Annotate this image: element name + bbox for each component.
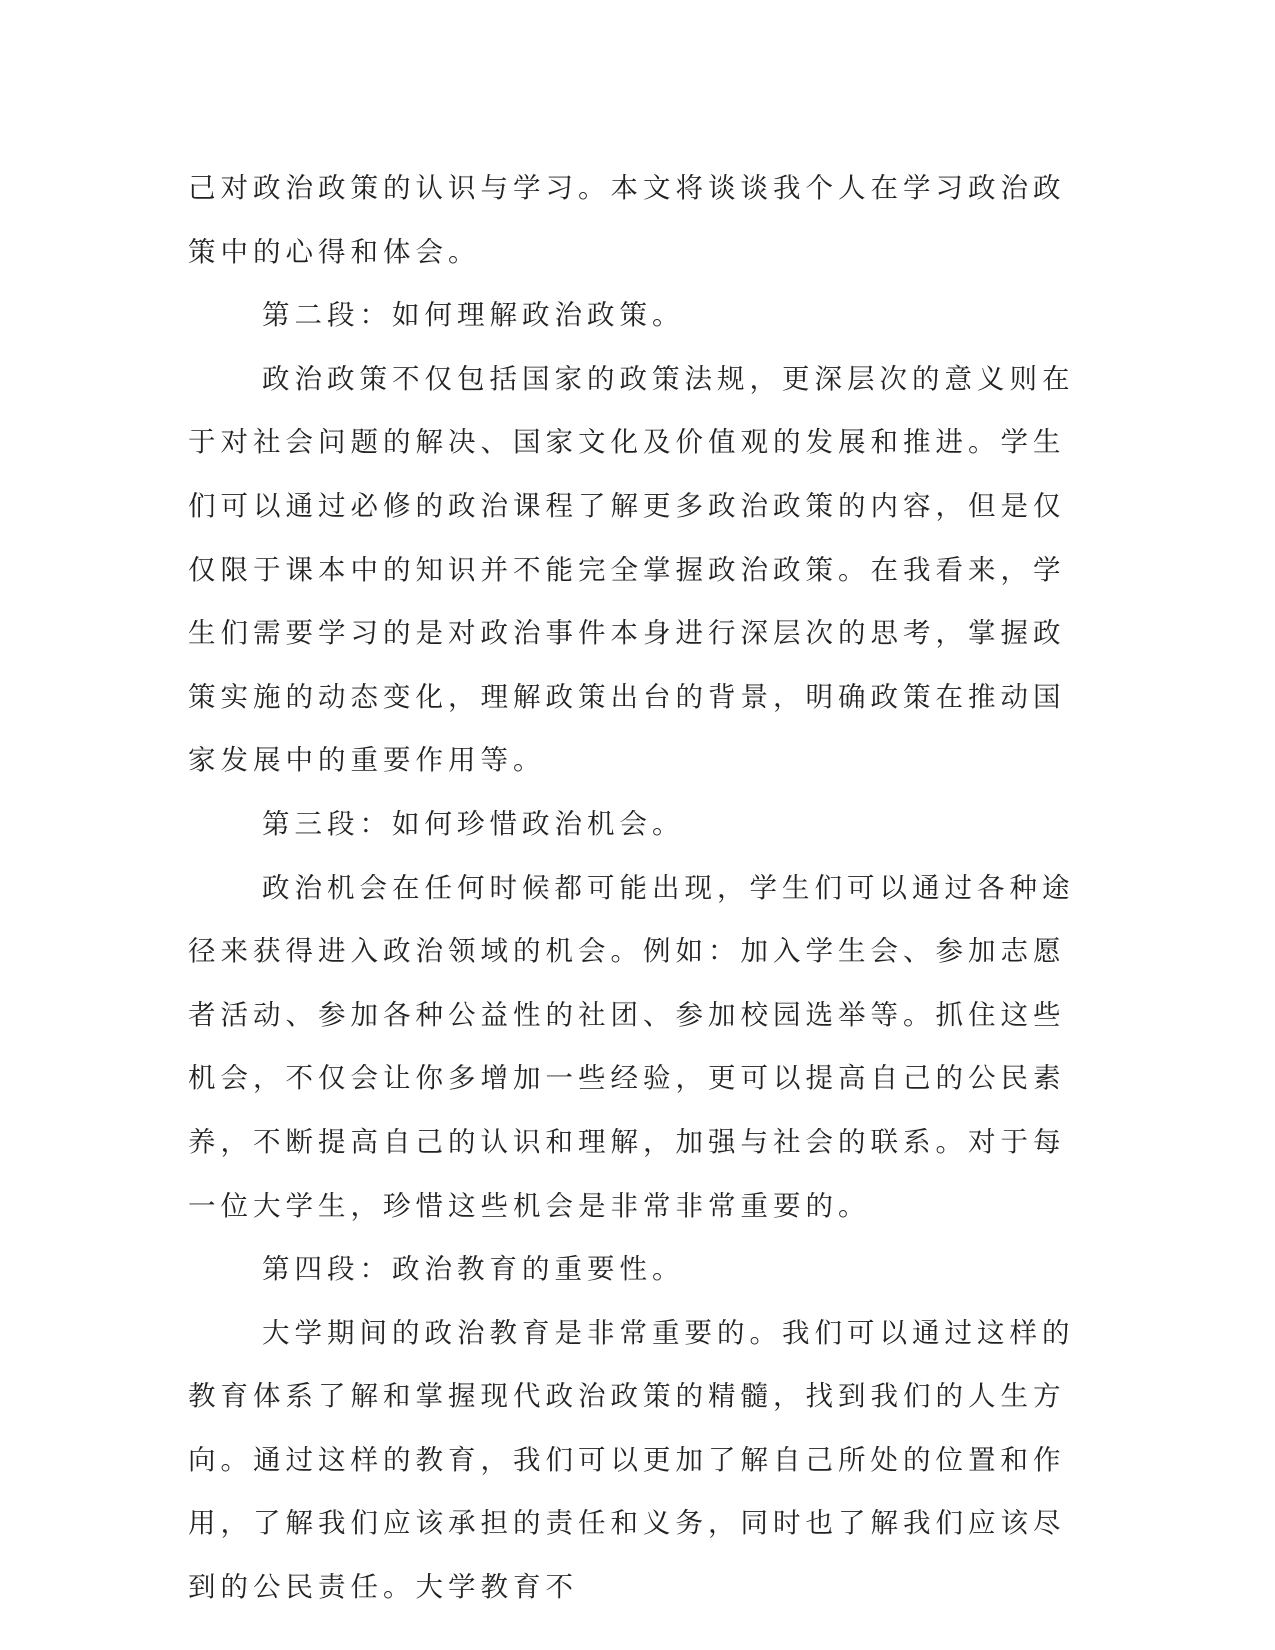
document-body: [188, 157, 1088, 1620]
paragraph-intro-continued: 己对政治政策的认识与学习。本文将谈谈我个人在学习政治政策中的心得和体会。: [188, 172, 1066, 268]
paragraph-section-2: 政治政策不仅包括国家的政策法规，更深层次的意义则在于对社会问题的解决、国家文化及价值观的发展和推进。学生们可以通过必修的政治课程了解更多政治政策的内容，但是仅仅限于课本中的知识并不能完全掌握政治政策。在我看来，学生们需要学习的是对政治事件本身进行深层次的思考，掌握政策实施的动态变化，理解政策出台的背景，明确政策在推动国家发展中的重要作用等。: [188, 362, 1075, 777]
section-heading-4: 第四段：政治教育的重要性。: [262, 1253, 685, 1286]
paragraph-section-3: 政治机会在任何时候都可能出现，学生们可以通过各种途径来获得进入政治领域的机会。例如：加入学生会、参加志愿者活动、参加各种公益性的社团、参加校园选举等。抓住这些机会，不仅会让你多增加一些经验，更可以提高自己的公民素养，不断提高自己的认识和理解，加强与社会的联系。对于每一位大学生，珍惜这些机会是非常非常重要的。: [188, 871, 1075, 1222]
section-heading-3: 第三段：如何珍惜政治机会。: [262, 807, 685, 840]
paragraph-section-4: 大学期间的政治教育是非常重要的。我们可以通过这样的教育体系了解和掌握现代政治政策的精髓，找到我们的人生方向。通过这样的教育，我们可以更加了解自己所处的位置和作用，了解我们应该承担的责任和义务，同时也了解我们应该尽到的公民责任。大学教育不: [188, 1316, 1075, 1604]
section-heading-2: 第二段：如何理解政治政策。: [262, 299, 685, 332]
